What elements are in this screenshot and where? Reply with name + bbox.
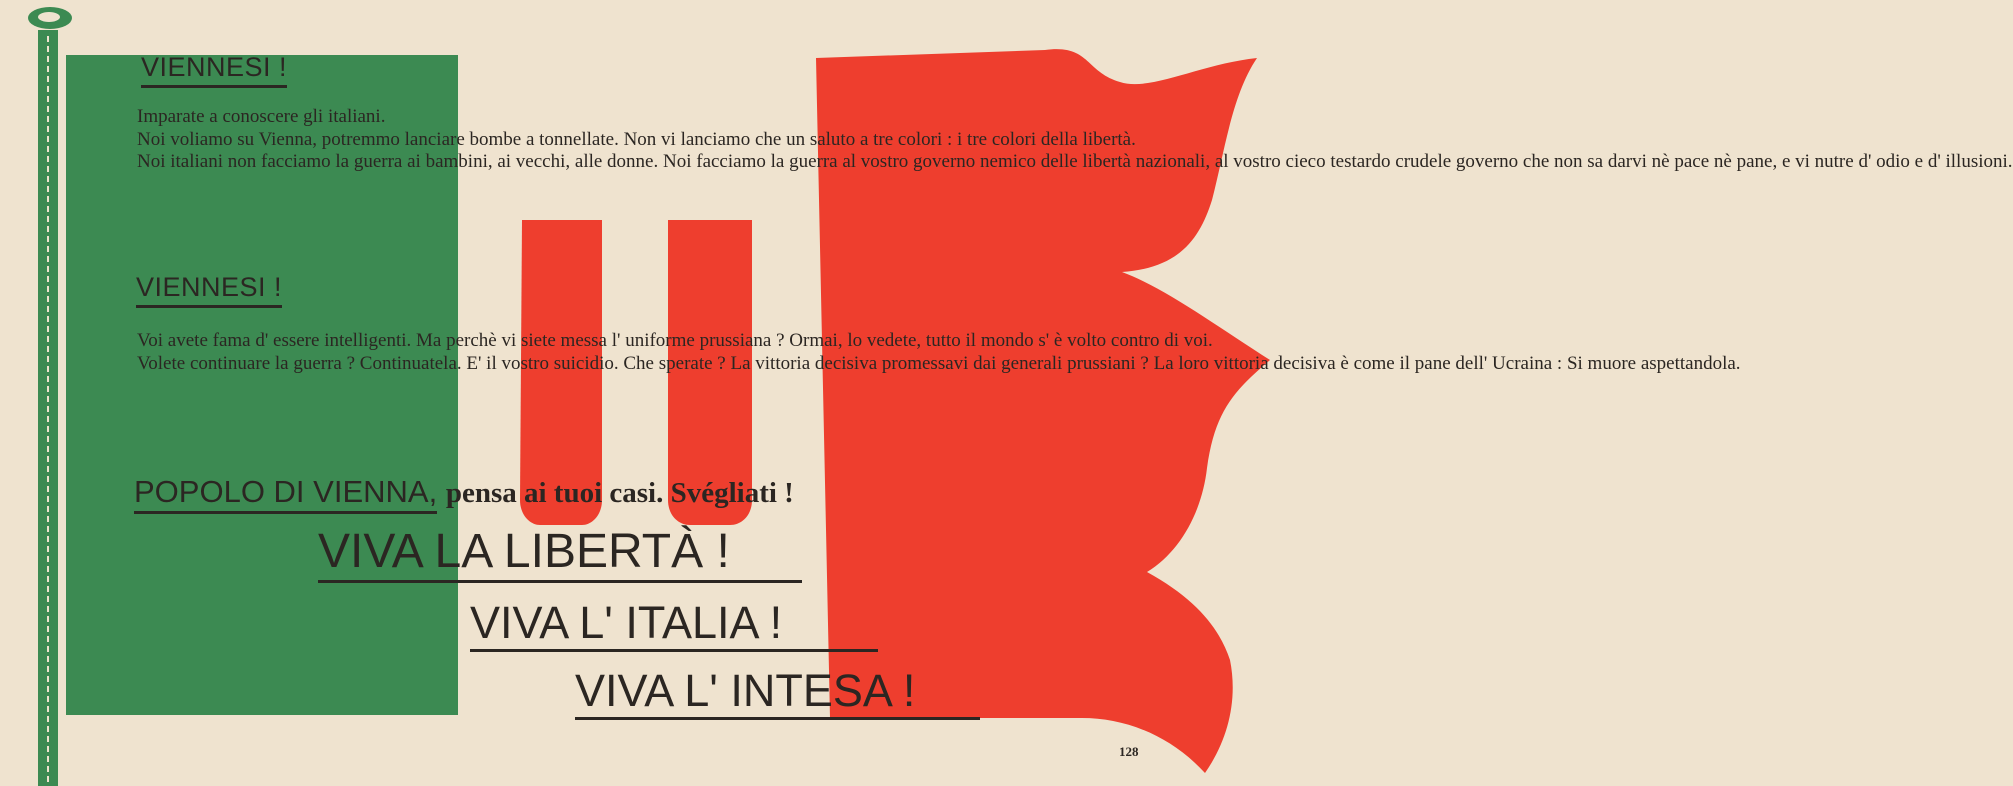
- slogan-viva-la-liberta: VIVA LA LIBERTÀ !: [318, 528, 802, 583]
- slogan-viva-litalia: VIVA L' ITALIA !: [470, 600, 878, 652]
- flagpole-finial-highlight: [38, 12, 60, 22]
- paragraph: Noi italiani non facciamo la guerra ai bambini, ai vecchi, alle donne. Noi facciamo la guerra al vostro governo nemico delle libertà nazionali, al vostro cieco testardo crudele governo che non sa darvi nè pace nè pane, e vi nutre d' odio e d' illusioni.: [137, 151, 2013, 172]
- body-block-1: [70, 106, 2013, 174]
- appeal-line: [134, 474, 794, 510]
- appeal-rest: pensa ai tuoi casi. Svégliati !: [445, 477, 794, 509]
- heading-viennesi-2: VIENNESI !: [136, 272, 282, 308]
- slogan-viva-lintesa: VIVA L' INTESA !: [575, 668, 980, 720]
- paragraph: Voi avete fama d' essere intelligenti. Ma perchè vi siete messa l' uniforme prussiana ? Ormai, lo vedete, tutto il mondo s' è volto contro di voi.: [137, 330, 1213, 351]
- paragraph: Noi voliamo su Vienna, potremmo lanciare bombe a tonnellate. Non vi lanciamo che un saluto a tre colori : i tre colori della libertà.: [137, 128, 1136, 150]
- page-number: 128: [1119, 744, 1139, 759]
- paragraph: Imparate a conoscere gli italiani.: [137, 106, 386, 127]
- appeal-underlined: POPOLO DI VIENNA,: [134, 474, 437, 514]
- heading-viennesi-1: VIENNESI !: [141, 52, 287, 88]
- paragraph: Volete continuare la guerra ? Continuatela. E' il vostro suicidio. Che sperate ? La vittoria decisiva promessavi dai generali prussiani ? La loro vittoria decisiva è come il pane dell' Ucraina : Si muore aspettandola.: [137, 352, 1741, 374]
- body-block-2: [70, 330, 1741, 375]
